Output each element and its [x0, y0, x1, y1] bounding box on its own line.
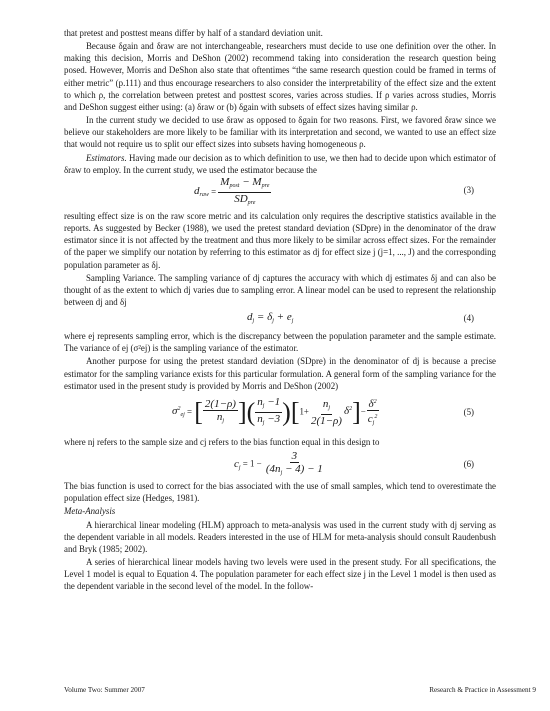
equation-3-formula: $d_{raw}$ = $\frac{M_{post} - M_{pre}}{SD_{pre}}$: [194, 175, 270, 206]
paragraph: where nj refers to the sample size and cj refers to the bias function equal in this design to: [64, 436, 380, 447]
footer-journal-page: Research & Practice in Assessment 9: [429, 686, 536, 694]
paragraph: A hierarchical linear modeling (HLM) approach to meta-analysis was used in the current study with dj serving as the dependent variable in all models. Readers interested in the use of HLM for meta-analysis should consult Raudenbush and Bryk (1985; 2002).: [64, 519, 496, 554]
section-heading: Meta-Analysis: [64, 506, 116, 517]
paragraph: resulting effect size is on the raw score metric and its calculation only requires the descriptive statistics available in the reports. As suggested by Becker (1988), we used the pretest standard deviation (SDpre) in the denominator of the draw estimator since it is not affected by the treatment and thus more likely to be similar across effect sizes. For the remainder of the paper we simplify our notation by referring to this estimator as dj for effect size j (j=1, ..., J) and the corresponding population parameter as δj.: [64, 210, 496, 270]
paragraph: [64, 152, 496, 176]
equation-6-formula: $c_j = 1$ − $\frac{3}{(4n_j - 4) - 1}$: [234, 450, 323, 477]
equation-number: (6): [463, 459, 474, 470]
equation-number: (4): [463, 313, 474, 324]
equation-6: [64, 448, 496, 480]
equation-5: [64, 392, 496, 436]
run-in-heading: Estimators.: [86, 152, 127, 163]
body-text: [64, 27, 496, 592]
paragraph: Another purpose for using the pretest standard deviation (SDpre) in the denominator of dj is because a precise estimator for the sampling variance exists for this particular formulation. A general form of the sampling variance for the estimator used in the present study is provided by Morris and DeShon (2002): [64, 356, 496, 391]
paragraph: that pretest and posttest means differ by half of a standard deviation unit.: [64, 28, 323, 38]
footer-volume: Volume Two: Summer 2007: [64, 686, 145, 694]
equation-3: [64, 176, 496, 210]
paragraph: where ej represents sampling error, which is the discrepancy between the population parameter and the sample estimate. The variance of ej (σ²ej) is the sampling variance of the estimator.: [64, 331, 496, 354]
paragraph: The bias function is used to correct for the bias associated with the use of small samples, which tend to overestimate the population effect size (Hedges, 1981).: [64, 481, 496, 504]
paragraph: Because δgain and δraw are not interchangeable, researchers must decide to use one definition over the other. In making this decision, Morris and DeShon (2002) recommend taking into consideration the research question being posed. However, Morris and DeShon also state that oftentimes “the same research question could be framed in terms of either metric” (p.111) and thus encourage researchers to also consider the interpretability of the effect size and the extent to which ρ, the correlation between pretest and posttest scores, varies across studies. If ρ varies across studies, Morris and DeShon suggest either using: (a) δraw or (b) δgain with subsets of effect sizes having similar ρ.: [64, 41, 496, 112]
equation-number: (3): [463, 184, 474, 195]
equation-5-formula: $\sigma^2_{ej}$ = [ $\frac{2(1-\rho)}{n_j}$ ]( $\frac{n_j -1}{n_j -3}$ )[1+ $\frac{n_j}{2(1-\rho)}$ $\delta^2]-$ $\frac{\delta^2}{c_j^2}$: [172, 395, 378, 427]
paragraph: In the current study we decided to use δraw as opposed to δgain for two reasons. First, we favored δraw since we believe our stakeholders are more likely to be familiar with its interpretation and second, we wanted to use an effect size that would not require us to split our effect sizes into subsets having homogeneous ρ.: [64, 115, 496, 150]
paragraph-text: Having made our decision as to which definition to use, we then had to decide upon which estimator of δraw to employ. In the current study, we used the estimator because the: [64, 152, 496, 175]
page-footer: [64, 686, 536, 694]
equation-4: [64, 308, 496, 330]
equation-number: (5): [463, 406, 474, 417]
equation-4-formula: $d_j = \delta_j + e_j$: [247, 311, 294, 325]
paragraph: A series of hierarchical linear models having two levels were used in the present study. For all specifications, the Level 1 model is equal to Equation 4. The population parameter for each effect size j in the Level 1 model is then used as the dependent variable in the second level of the model. In the follow-: [64, 557, 496, 592]
paragraph: Sampling Variance. The sampling variance of dj captures the accuracy with which dj estimates δj and can also be thought of as the extent to which dj varies due to sampling error. A linear model can be used to represent the relationship between dj and δj: [64, 272, 496, 307]
